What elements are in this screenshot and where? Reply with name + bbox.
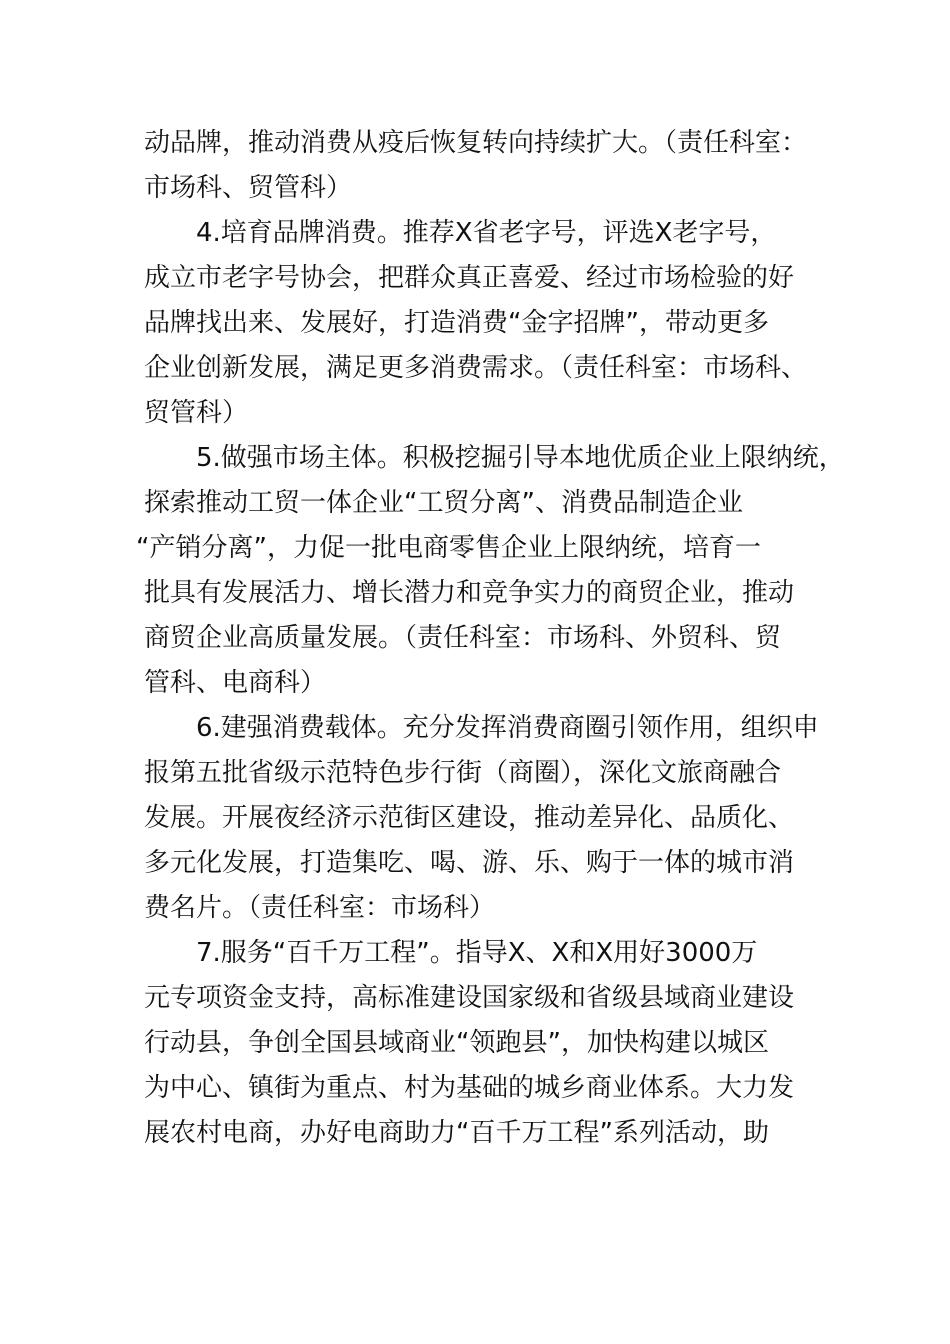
text-line: 多元化发展，打造集吃、喝、游、乐、购于一体的城市消: [144, 848, 795, 878]
text-line: 动品牌，推动消费从疫后恢复转向持续扩大。（责任科室：: [144, 128, 808, 158]
text-line: “产销分离”，力促一批电商零售企业上限纳统，培育一: [136, 533, 761, 563]
text-line: 成立市老字号协会，把群众真正喜爱、经过市场检验的好: [144, 263, 795, 293]
text-line: 批具有发展活力、增长潜力和竞争实力的商贸企业，推动: [144, 578, 795, 608]
document-body: [136, 121, 845, 1156]
text-line: 企业创新发展，满足更多消费需求。（责任科室：市场科、: [144, 353, 808, 383]
text-line: 展农村电商，办好电商助力“百千万工程”系列活动，助: [144, 1118, 769, 1148]
text-line: 发展。开展夜经济示范街区建设，推动差异化、品质化、: [144, 803, 795, 833]
text-line: 行动县，争创全国县域商业“领跑县”，加快构建以城区: [144, 1028, 769, 1058]
text-line: 商贸企业高质量发展。（责任科室：市场科、外贸科、贸: [144, 623, 782, 653]
text-line: 贸管科）: [144, 398, 249, 428]
text-line: 市场科、贸管科）: [144, 173, 353, 203]
text-line: 探索推动工贸一体企业“工贸分离”、消费品制造企业: [144, 488, 743, 518]
text-line: 元专项资金支持，高标准建设国家级和省级县域商业建设: [144, 983, 795, 1013]
text-line: 报第五批省级示范特色步行街（商圈），深化文旅商融合: [144, 758, 782, 788]
text-line: 费名片。（责任科室：市场科）: [144, 893, 496, 923]
paragraph-6-start: 6.建强消费载体。充分发挥消费商圈引领作用，组织申: [196, 713, 819, 743]
text-line: 为中心、镇街为重点、村为基础的城乡商业体系。大力发: [144, 1073, 795, 1103]
paragraph-4-start: 4.培育品牌消费。推荐X省老字号，评选X老字号，: [196, 218, 777, 248]
paragraph-5-start: 5.做强市场主体。积极挖掘引导本地优质企业上限纳统，: [196, 443, 845, 473]
paragraph-7-start: 7.服务“百千万工程”。指导X、X和X用好3000万: [196, 938, 758, 968]
text-line: 管科、电商科）: [144, 668, 327, 698]
text-line: 品牌找出来、发展好，打造消费“金字招牌”，带动更多: [144, 308, 769, 338]
